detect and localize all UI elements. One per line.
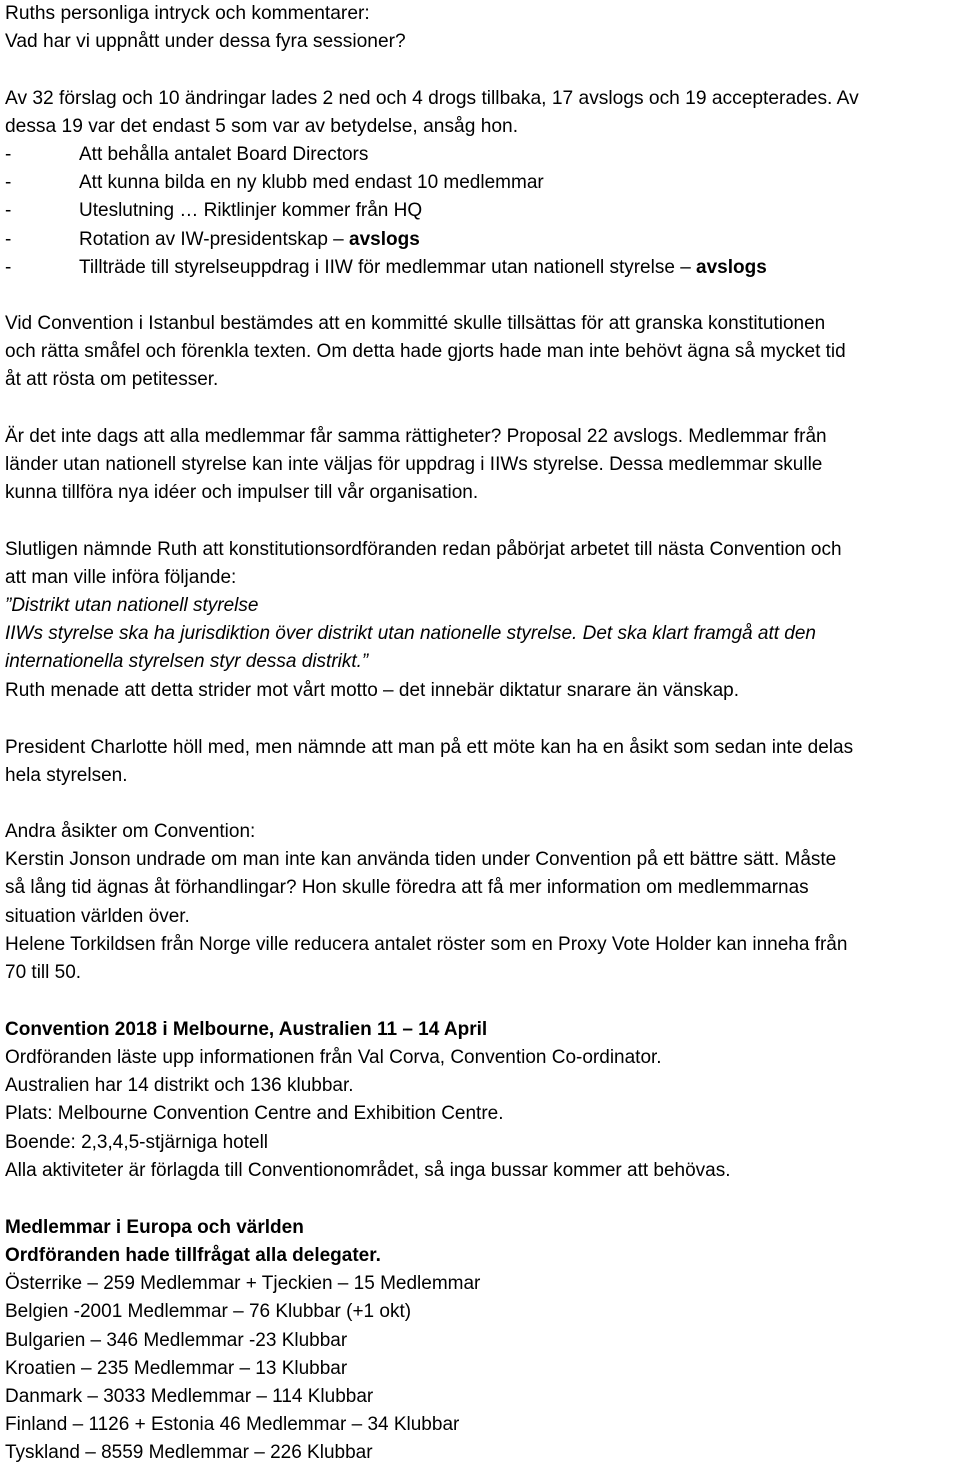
finally-paragraph-line: att man ville införa följande: [5,567,237,588]
bullet-item [5,254,767,282]
president-paragraph-line: hela styrelsen. [5,765,128,786]
istanbul-paragraph-line: och rätta småfel och förenkla texten. Om detta hade gjorts hade man inte behövt ägna så mycket tid [5,341,846,362]
other-opinions-line: Helene Torkildsen från Norge ville reducera antalet röster som en Proxy Vote Holder kan inneha från [5,934,848,955]
proposal-quote-line: ”Distrikt utan nationell styrelse [5,595,259,616]
members-country-line: Österrike – 259 Medlemmar + Tjeckien – 15 Medlemmar [5,1273,481,1294]
convention-2018-line: Ordföranden läste upp informationen från Val Corva, Convention Co-ordinator. [5,1047,662,1068]
bullet-dash: - [5,172,12,193]
other-opinions-line: så lång tid ägnas åt förhandlingar? Hon skulle föredra att få mer information om medlemmarnas [5,877,809,898]
bullet-text: Att kunna bilda en ny klubb med endast 10 medlemmar [79,172,544,193]
finally-paragraph-line: Slutligen nämnde Ruth att konstitutionsordföranden redan påbörjat arbetet till nästa Convention och [5,539,842,560]
other-opinions-line: situation världen över. [5,906,190,927]
bullet-text: Tillträde till styrelseuppdrag i IIW för medlemmar utan nationell styrelse – [79,257,697,278]
bullet-dash: - [5,257,12,278]
members-country-line: Tyskland – 8559 Medlemmar – 226 Klubbar [5,1442,373,1463]
convention-2018-line: Australien har 14 distrikt och 136 klubbar. [5,1075,354,1096]
finally-paragraph-line: Ruth menade att detta strider mot vårt motto – det innebär diktatur snarare än vänskap. [5,680,740,701]
president-paragraph-line: President Charlotte höll med, men nämnde att man på ett möte kan ha en åsikt som sedan inte delas [5,737,854,758]
bullet-suffix: avslogs [349,229,420,250]
istanbul-paragraph-line: Vid Convention i Istanbul bestämdes att en kommitté skulle tillsättas för att granska konstitutionen [5,313,826,334]
proposal-quote-line: internationella styrelsen styr dessa distrikt.” [5,651,369,672]
other-opinions-heading: Andra åsikter om Convention: [5,821,256,842]
bullet-text: Uteslutning … Riktlinjer kommer från HQ [79,200,423,221]
bullet-text: Rotation av IW-presidentskap – [79,229,350,250]
members-country-line: Belgien -2001 Medlemmar – 76 Klubbar (+1 okt) [5,1301,412,1322]
bullet-item [5,169,544,197]
intro-question: Vad har vi uppnått under dessa fyra sessioner? [5,31,406,52]
members-country-line: Bulgarien – 346 Medlemmar -23 Klubbar [5,1330,348,1351]
members-country-line: Danmark – 3033 Medlemmar – 114 Klubbar [5,1386,374,1407]
bullet-suffix: avslogs [696,257,767,278]
proposals-summary-line: Av 32 förslag och 10 ändringar lades 2 ned och 4 drogs tillbaka, 17 avslogs och 19 accepterades. Av [5,88,859,109]
other-opinions-line: Kerstin Jonson undrade om man inte kan använda tiden under Convention på ett bättre sätt. Måste [5,849,837,870]
convention-2018-line: Plats: Melbourne Convention Centre and Exhibition Centre. [5,1103,504,1124]
bullet-text: Att behålla antalet Board Directors [79,144,369,165]
proposals-summary-line: dessa 19 var det endast 5 som var av betydelse, ansåg hon. [5,116,519,137]
bullet-dash: - [5,200,12,221]
bullet-item [5,197,422,225]
other-opinions-line: 70 till 50. [5,962,82,983]
bullet-dash: - [5,229,12,250]
bullet-item [5,141,368,169]
convention-2018-line: Boende: 2,3,4,5-stjärniga hotell [5,1132,269,1153]
rights-paragraph-line: Är det inte dags att alla medlemmar får samma rättigheter? Proposal 22 avslogs. Medlemmar från [5,426,827,447]
bullet-dash: - [5,144,12,165]
convention-2018-line: Alla aktiviteter är förlagda till Conventionområdet, så inga bussar kommer att behövas. [5,1160,731,1181]
members-subheading: Ordföranden hade tillfrågat alla delegater. [5,1245,381,1266]
members-country-line: Finland – 1126 + Estonia 46 Medlemmar – 34 Klubbar [5,1414,460,1435]
rights-paragraph-line: länder utan nationell styrelse kan inte väljas för uppdrag i IIWs styrelse. Dessa medlemmar skulle [5,454,823,475]
intro-line: Ruths personliga intryck och kommentarer: [5,3,370,24]
proposal-quote-line: IIWs styrelse ska ha jurisdiktion över distrikt utan nationelle styrelse. Det ska klart framgå att den [5,623,816,644]
members-heading: Medlemmar i Europa och världen [5,1217,304,1238]
bullet-item [5,226,420,254]
istanbul-paragraph-line: åt att rösta om petitesser. [5,369,219,390]
convention-2018-heading: Convention 2018 i Melbourne, Australien 11 – 14 April [5,1019,488,1040]
members-country-line: Kroatien – 235 Medlemmar – 13 Klubbar [5,1358,348,1379]
rights-paragraph-line: kunna tillföra nya idéer och impulser till vår organisation. [5,482,479,503]
